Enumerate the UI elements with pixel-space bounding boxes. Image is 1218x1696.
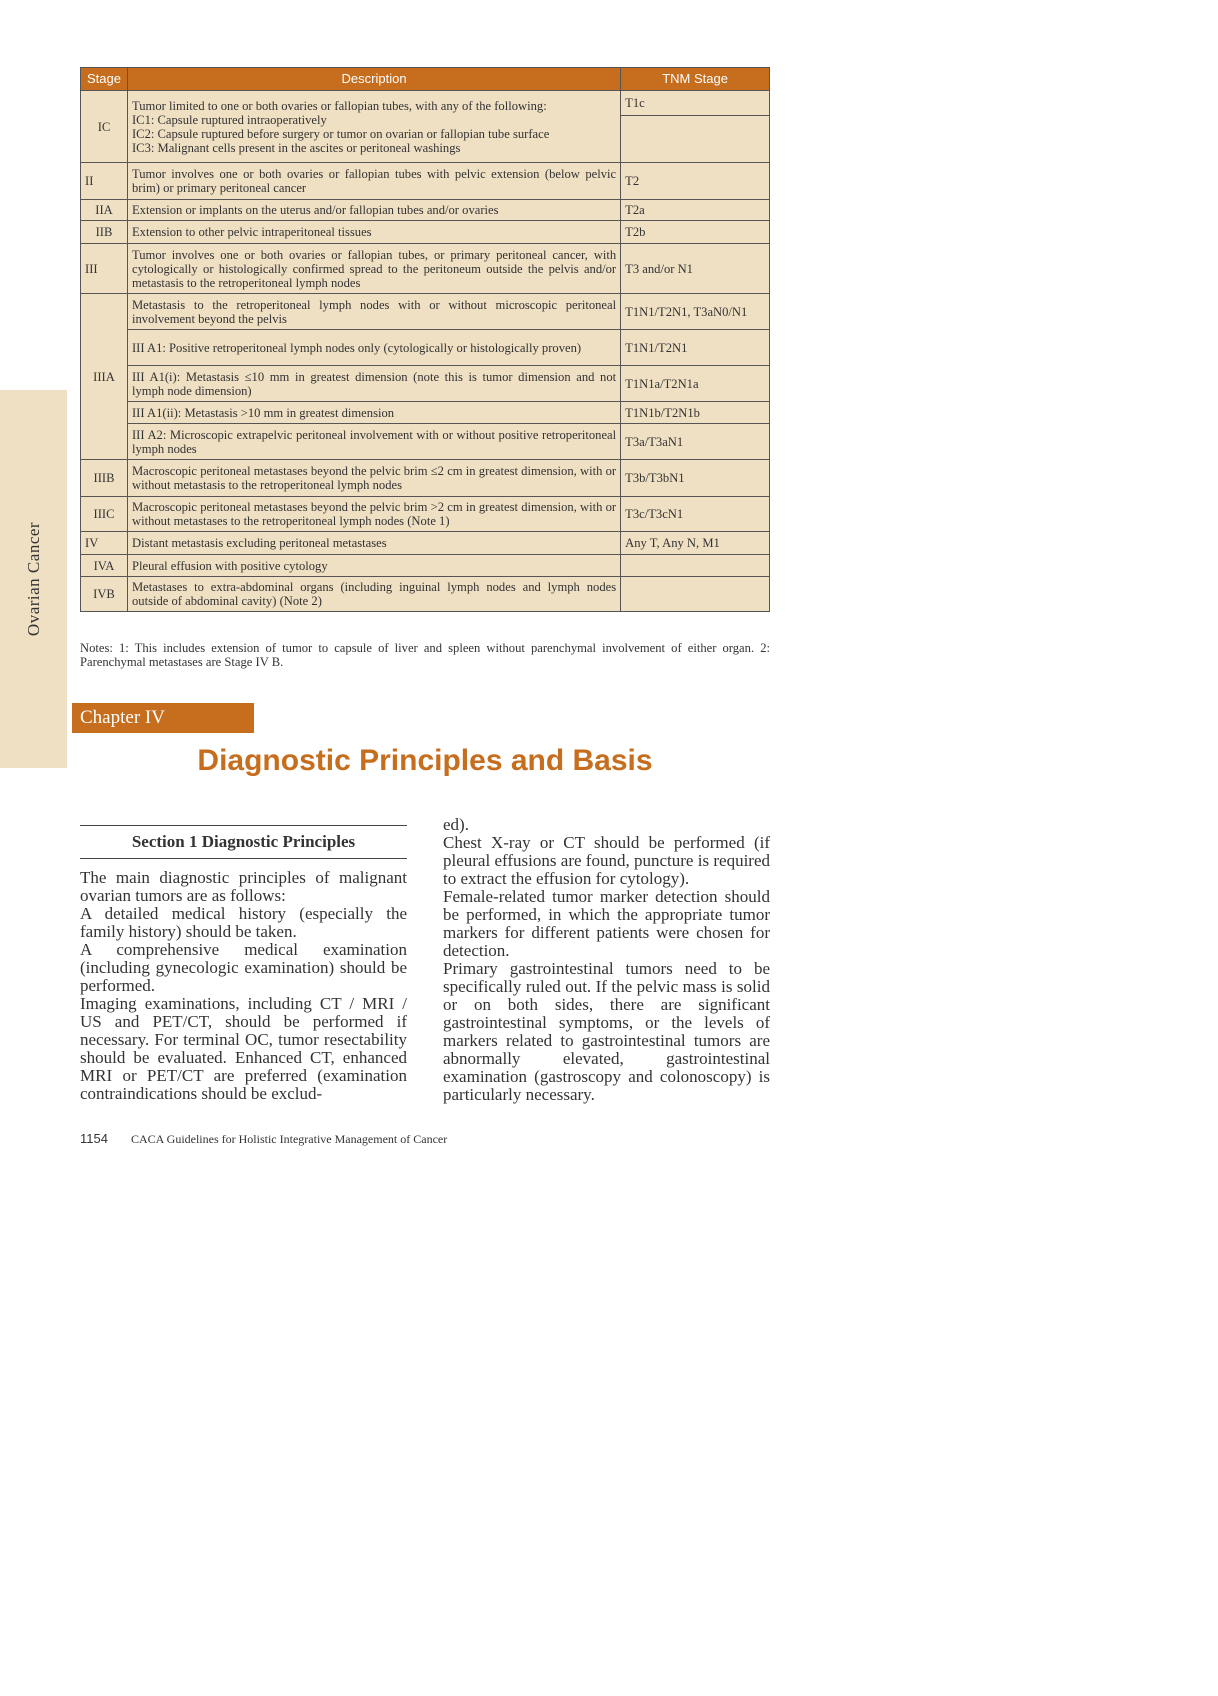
stage-cell: IIA xyxy=(81,200,128,221)
table-notes: Notes: 1: This includes extension of tumor to capsule of liver and spleen without parenchymal involvement of either organ. 2: Parenchymal metastases are Stage IV B. xyxy=(80,641,770,669)
stage-cell: IV xyxy=(81,532,128,555)
paragraph: Imaging examinations, including CT / MRI / US and PET/CT, should be performed if necessary. For terminal OC, tumor resectability should be evaluated. Enhanced CT, enhanced MRI or PET/CT are preferred (examination contraindications should be exclud- xyxy=(80,994,407,1103)
description-cell: Macroscopic peritoneal metastases beyond the pelvic brim >2 cm in greatest dimension, with or without metastases to the retroperitoneal lymph nodes (Note 1) xyxy=(127,497,620,532)
description-cell: Extension or implants on the uterus and/or fallopian tubes and/or ovaries xyxy=(127,200,620,221)
description-cell: Macroscopic peritoneal metastases beyond the pelvic brim ≤2 cm in greatest dimension, with or without metastasis to the retroperitoneal lymph nodes xyxy=(127,460,620,497)
header-stage: Stage xyxy=(81,68,128,91)
table-row xyxy=(81,163,770,200)
paragraph: A detailed medical history (especially the family history) should be taken. xyxy=(80,904,407,941)
description-cell xyxy=(127,91,620,163)
table-row xyxy=(81,221,770,244)
desc-line: IC1: Capsule ruptured intraoperatively xyxy=(131,112,327,127)
chapter-title: Diagnostic Principles and Basis xyxy=(197,744,653,777)
table-row xyxy=(81,244,770,294)
section-heading: Section 1 Diagnostic Principles xyxy=(80,825,407,859)
table-row xyxy=(81,330,770,366)
desc-line: IC3: Malignant cells present in the ascites or peritoneal washings xyxy=(131,140,461,155)
tnm-cell: T3c/T3cN1 xyxy=(621,497,770,532)
table-row xyxy=(81,91,770,116)
paragraph: ed). xyxy=(443,815,469,834)
table-row xyxy=(81,577,770,612)
stage-cell: IIB xyxy=(81,221,128,244)
description-cell: Metastases to extra-abdominal organs (including inguinal lymph nodes and lymph nodes outside of abdominal cavity) (Note 2) xyxy=(127,577,620,612)
paragraph: Primary gastrointestinal tumors need to be specifically ruled out. If the pelvic mass is solid or on both sides, there are significant gastrointestinal symptoms, or the levels of markers related to gastrointestinal tumors are abnormally elevated, gastrointestinal examination (gastroscopy and colonoscopy) is particularly necessary. xyxy=(443,959,770,1104)
tnm-cell xyxy=(621,555,770,577)
tnm-cell xyxy=(621,577,770,612)
tnm-cell: T2a xyxy=(621,200,770,221)
tnm-cell: Any T, Any N, M1 xyxy=(621,532,770,555)
tnm-cell-empty xyxy=(621,116,770,163)
side-chapter-tab xyxy=(0,390,67,768)
right-column xyxy=(443,816,770,1104)
description-cell: Tumor involves one or both ovaries or fallopian tubes, or primary peritoneal cancer, with cytologically or histologically confirmed spread to the peritoneum outside the pelvis and/or metastasis to the retroperitoneal lymph nodes xyxy=(127,244,620,294)
tnm-cell: T2 xyxy=(621,163,770,200)
stage-cell: IVB xyxy=(81,577,128,612)
stage-cell: IIIA xyxy=(81,294,128,460)
tnm-cell: T1N1a/T2N1a xyxy=(621,366,770,402)
staging-table xyxy=(80,67,770,612)
table-row xyxy=(81,294,770,330)
description-cell: Distant metastasis excluding peritoneal metastases xyxy=(127,532,620,555)
stage-cell: IC xyxy=(81,91,128,163)
stage-cell: II xyxy=(81,163,128,200)
desc-line: IC2: Capsule ruptured before surgery or tumor on ovarian or fallopian tube surface xyxy=(131,126,550,141)
tnm-cell: T1N1/T2N1 xyxy=(621,330,770,366)
description-cell: Pleural effusion with positive cytology xyxy=(127,555,620,577)
stage-cell: IVA xyxy=(81,555,128,577)
page-footer xyxy=(80,1131,447,1147)
paragraph: The main diagnostic principles of malignant ovarian tumors are as follows: xyxy=(80,868,407,905)
page-number: 1154 xyxy=(80,1131,108,1146)
description-cell: III A1(ii): Metastasis >10 mm in greatest dimension xyxy=(127,402,620,424)
stage-cell: IIIC xyxy=(81,497,128,532)
running-title: CACA Guidelines for Holistic Integrative Management of Cancer xyxy=(130,1132,448,1146)
chapter-label: Chapter IV xyxy=(72,703,254,733)
stage-cell: III xyxy=(81,244,128,294)
tnm-cell: T2b xyxy=(621,221,770,244)
table-row xyxy=(81,200,770,221)
table-row xyxy=(81,366,770,402)
tnm-cell: T3 and/or N1 xyxy=(621,244,770,294)
table-row xyxy=(81,402,770,424)
description-cell: III A2: Microscopic extrapelvic peritoneal involvement with or without positive retroperitoneal lymph nodes xyxy=(127,424,620,460)
tnm-cell: T1N1/T2N1, T3aN0/N1 xyxy=(621,294,770,330)
table-row xyxy=(81,532,770,555)
table-row xyxy=(81,460,770,497)
description-cell: Tumor involves one or both ovaries or fallopian tubes with pelvic extension (below pelvic brim) or primary peritoneal cancer xyxy=(127,163,620,200)
side-tab-label: Ovarian Cancer xyxy=(23,521,43,637)
tnm-cell: T3b/T3bN1 xyxy=(621,460,770,497)
desc-line: Tumor limited to one or both ovaries or fallopian tubes, with any of the following: xyxy=(131,98,547,113)
description-cell: III A1(i): Metastasis ≤10 mm in greatest dimension (note this is tumor dimension and not lymph node dimension) xyxy=(127,366,620,402)
paragraph: Chest X-ray or CT should be performed (if pleural effusions are found, puncture is required to extract the effusion for cytology). xyxy=(443,833,770,888)
description-cell: III A1: Positive retroperitoneal lymph nodes only (cytologically or histologically proven) xyxy=(127,330,620,366)
paragraph: Female-related tumor marker detection should be performed, in which the appropriate tumor markers for different patients were chosen for detection. xyxy=(443,887,770,960)
table-header-row xyxy=(81,68,770,91)
description-cell: Extension to other pelvic intraperitoneal tissues xyxy=(127,221,620,244)
tnm-cell: T1N1b/T2N1b xyxy=(621,402,770,424)
paragraph: A comprehensive medical examination (including gynecologic examination) should be performed. xyxy=(80,940,407,995)
table-row xyxy=(81,424,770,460)
tnm-cell: T3a/T3aN1 xyxy=(621,424,770,460)
left-column xyxy=(80,825,407,1103)
stage-cell: IIIB xyxy=(81,460,128,497)
table-row xyxy=(81,555,770,577)
header-tnm: TNM Stage xyxy=(621,68,770,91)
header-description: Description xyxy=(127,68,620,91)
tnm-cell: T1c xyxy=(621,91,770,116)
table-row xyxy=(81,497,770,532)
description-cell: Metastasis to the retroperitoneal lymph nodes with or without microscopic peritoneal involvement beyond the pelvis xyxy=(127,294,620,330)
